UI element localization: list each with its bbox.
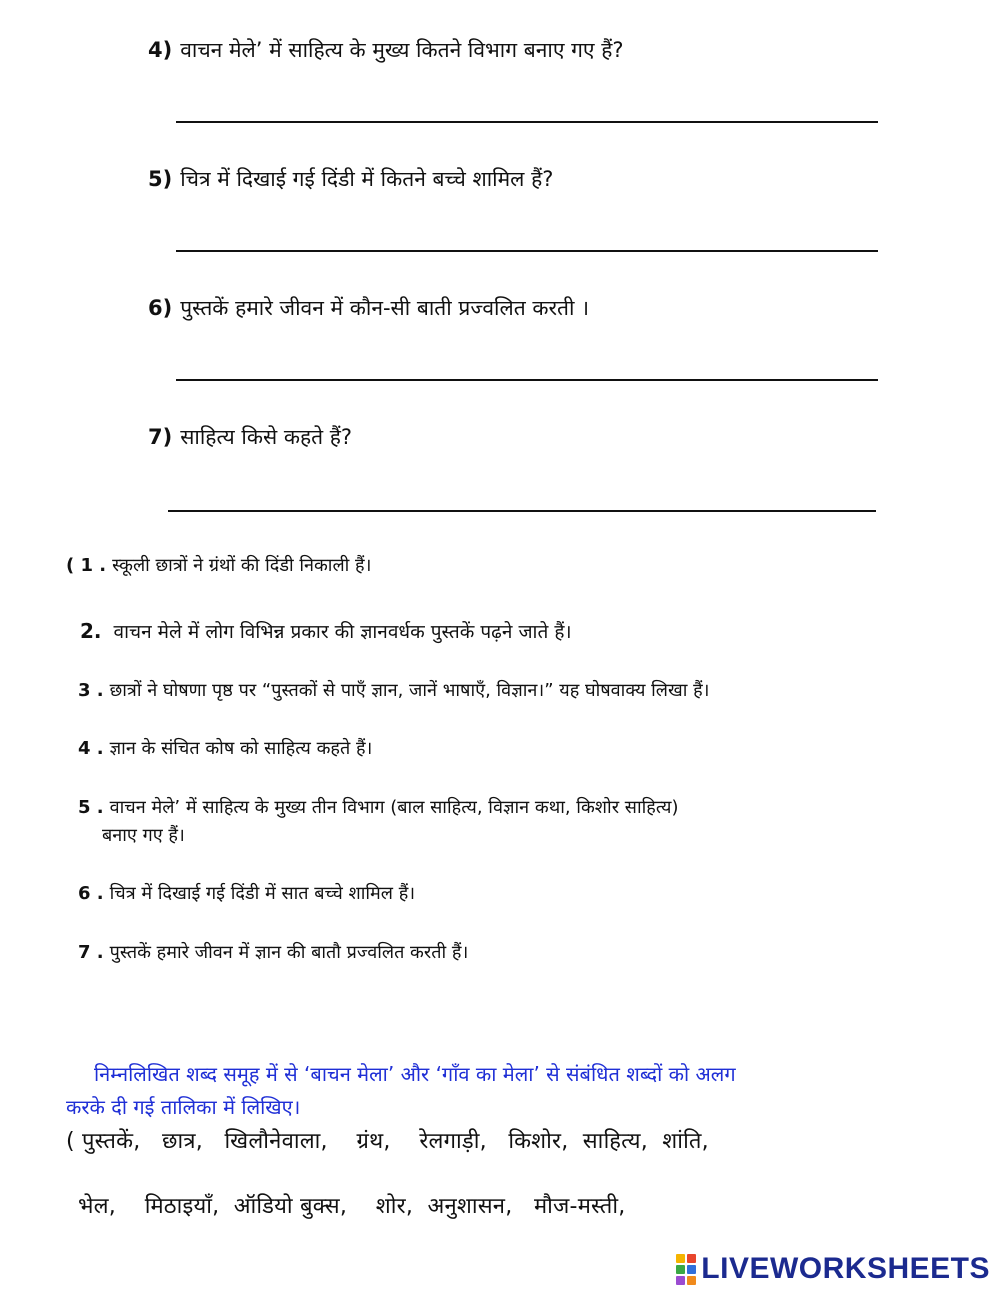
statement-number: ( 1 . bbox=[66, 555, 107, 576]
statement-number: 6 . bbox=[78, 883, 104, 904]
statement-5-continued: बनाए गए हैं। bbox=[102, 825, 185, 846]
statement-number: 5 . bbox=[78, 797, 104, 818]
answer-line-4[interactable] bbox=[176, 121, 878, 123]
statement-2 bbox=[80, 618, 572, 644]
question-text: चित्र में दिखाई गई दिंडी में कितने बच्चे शामिल हैं? bbox=[180, 167, 554, 191]
question-text: साहित्य किसे कहते हैं? bbox=[180, 425, 353, 449]
instruction-line-1: निम्नलिखित शब्द समूह में से ‘बाचन मेला’ और ‘गाँव का मेला’ से संबंधित शब्दों को अलग bbox=[94, 1062, 736, 1086]
statement-text: स्कूली छात्रों ने ग्रंथों की दिंडी निकाली हैं। bbox=[112, 555, 372, 576]
question-text: पुस्तकें हमारे जीवन में कौन-सी बाती प्रज्वलित करती । bbox=[180, 296, 590, 320]
answer-line-7[interactable] bbox=[168, 510, 876, 512]
question-number: 6) bbox=[148, 296, 173, 320]
statement-text: वाचन मेले में लोग विभिन्न प्रकार की ज्ञानवर्धक पुस्तकें पढ़ने जाते हैं। bbox=[113, 621, 572, 643]
question-number: 5) bbox=[148, 167, 173, 191]
statement-text: छात्रों ने घोषणा पृष्ठ पर “पुस्तकों से पाएँ ज्ञान, जानें भाषाएँ, विज्ञान।” यह घोषवाक्य लिखा हैं। bbox=[109, 680, 710, 701]
question-text: वाचन मेले’ में साहित्य के मुख्य कितने विभाग बनाए गए हैं? bbox=[180, 38, 624, 62]
question-number: 7) bbox=[148, 425, 173, 449]
question-7 bbox=[148, 423, 352, 451]
question-6 bbox=[148, 294, 589, 322]
statement-text: ज्ञान के संचित कोष को साहित्य कहते हैं। bbox=[109, 738, 373, 759]
instruction-line-2: करके दी गई तालिका में लिखिए। bbox=[66, 1095, 301, 1119]
word-list-line-1: ( पुस्तकें, छात्र, खिलौनेवाला, ग्रंथ, रेलगाड़ी, किशोर, साहित्य, शांति, bbox=[66, 1129, 709, 1154]
statement-4 bbox=[78, 736, 372, 760]
answer-line-6[interactable] bbox=[176, 379, 878, 381]
statement-number: 4 . bbox=[78, 738, 104, 759]
statement-7 bbox=[78, 940, 468, 964]
brand-name: LIVEWORKSHEETS bbox=[701, 1252, 990, 1285]
statement-number: 2. bbox=[80, 619, 102, 643]
statement-5 bbox=[78, 795, 679, 819]
statement-number: 7 . bbox=[78, 942, 104, 963]
liveworksheets-logo-icon bbox=[676, 1254, 696, 1285]
statement-text: वाचन मेले’ में साहित्य के मुख्य तीन विभाग (बाल साहित्य, विज्ञान कथा, किशोर साहित्य) bbox=[109, 797, 679, 818]
question-number: 4) bbox=[148, 38, 173, 62]
answer-line-5[interactable] bbox=[176, 250, 878, 252]
statement-text: पुस्तकें हमारे जीवन में ज्ञान की बातौ प्रज्वलित करती हैं। bbox=[109, 942, 469, 963]
statement-text: चित्र में दिखाई गई दिंडी में सात बच्चे शामिल हैं। bbox=[109, 883, 416, 904]
liveworksheets-logo bbox=[676, 1252, 990, 1286]
word-list-line-2: भेल, मिठाइयाँ, ऑडियो बुक्स, शोर, अनुशासन, मौज-मस्ती, bbox=[78, 1194, 626, 1219]
question-4 bbox=[148, 36, 624, 64]
statement-number: 3 . bbox=[78, 680, 104, 701]
statement-6 bbox=[78, 881, 415, 905]
question-5 bbox=[148, 165, 553, 193]
statement-1 bbox=[66, 553, 371, 577]
statement-3 bbox=[78, 678, 710, 702]
